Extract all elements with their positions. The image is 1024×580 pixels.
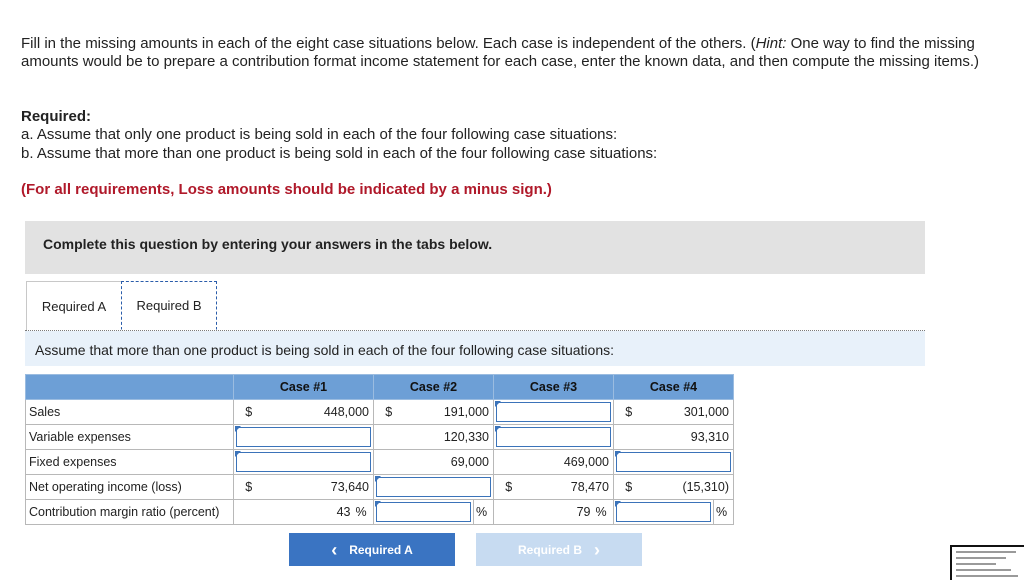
complete-question-banner [25,221,925,274]
cmr-case-2-cell [374,499,474,524]
noi-case-2-cell [374,474,494,499]
tab-instruction-banner [25,331,925,366]
cmr-case-4-input[interactable] [616,502,711,522]
fixed-case-1-cell [234,449,374,474]
dollar-sign: $ [494,474,524,499]
table-row-contribution-margin-ratio [26,499,734,524]
prev-required-a-button[interactable] [289,533,455,566]
row-label-net-operating-income: Net operating income (loss) [26,474,234,499]
chevron-right-icon: › [594,539,600,560]
hint-label: Hint: [755,35,787,52]
dollar-sign: $ [614,399,644,424]
variable-case-2: 120,330 [404,424,494,449]
dollar-sign: $ [374,399,404,424]
noi-case-1: 73,640 [264,474,374,499]
dollar-sign: $ [234,399,264,424]
dollar-sign: $ [234,474,264,499]
requirement-a-text: a. Assume that only one product is being sold in each of the four following case situations: [21,126,618,143]
fixed-case-3: 469,000 [524,449,614,474]
empty-cell [494,449,524,474]
table-row-variable-expenses [26,424,734,449]
percent-sign: % [714,499,734,524]
fixed-case-2: 69,000 [404,449,494,474]
empty-cell [374,424,404,449]
fixed-case-4-input[interactable] [616,452,731,472]
required-heading: Required: [21,108,92,125]
tab-instruction-text: Assume that more than one product is being sold in each of the four following case situations: [35,342,615,358]
sales-case-2: 191,000 [404,399,494,424]
table-header-row [26,375,734,400]
noi-case-2-input[interactable] [376,477,491,497]
header-blank [26,375,234,400]
header-case-1: Case #1 [234,375,374,400]
fixed-case-4-cell [614,449,734,474]
prev-button-label: Required A [349,542,413,557]
noi-case-4: (15,310) [644,474,734,499]
next-button-label: Required B [517,542,582,557]
instructions-intro: Fill in the missing amounts in each of the eight case situations below. Each case is independent of the others. (Hint: One way to find the missing amounts would be to prepare a contribution format income statement for each case, enter the known data, and then compute the missing items.) [21,35,980,70]
empty-cell [374,449,404,474]
variable-case-3-input[interactable] [496,427,611,447]
fixed-case-1-input[interactable] [236,452,371,472]
empty-cell [614,424,644,449]
loss-note: (For all requirements, Loss amounts should be indicated by a minus sign.) [21,181,552,198]
case-table [25,374,734,525]
sales-case-3-input[interactable] [496,402,611,422]
percent-sign: % [354,499,374,524]
table-row-sales [26,399,734,424]
row-label-fixed-expenses: Fixed expenses [26,449,234,474]
cmr-case-4-cell [614,499,714,524]
cmr-case-3: 79 [524,499,594,524]
variable-case-1-input[interactable] [236,427,371,447]
table-row-fixed-expenses [26,449,734,474]
next-required-b-button[interactable] [476,533,642,566]
dollar-sign: $ [614,474,644,499]
variable-case-3-cell [494,424,614,449]
header-case-2: Case #2 [374,375,494,400]
noi-case-3: 78,470 [524,474,614,499]
sales-case-4: 301,000 [644,399,734,424]
row-label-sales: Sales [26,399,234,424]
empty-cell [234,499,264,524]
complete-question-text: Complete this question by entering your answers in the tabs below. [43,236,493,252]
table-row-net-operating-income [26,474,734,499]
variable-case-4: 93,310 [644,424,734,449]
cmr-case-1: 43 [264,499,354,524]
empty-cell [494,499,524,524]
variable-case-1-cell [234,424,374,449]
row-label-contribution-margin-ratio: Contribution margin ratio (percent) [26,499,234,524]
chevron-left-icon: ‹ [331,539,338,560]
sales-case-1: 448,000 [264,399,374,424]
requirement-b-text: b. Assume that more than one product is being sold in each of the four following case situations: [21,145,658,162]
percent-sign: % [594,499,614,524]
cmr-case-2-input[interactable] [376,502,471,522]
tab-required-a[interactable]: Required A [26,281,122,330]
header-case-3: Case #3 [494,375,614,400]
tab-required-b[interactable]: Required B [121,281,217,330]
page-thumbnail[interactable] [950,545,1024,580]
row-label-variable-expenses: Variable expenses [26,424,234,449]
percent-sign: % [474,499,494,524]
header-case-4: Case #4 [614,375,734,400]
sales-case-3-cell [494,399,614,424]
